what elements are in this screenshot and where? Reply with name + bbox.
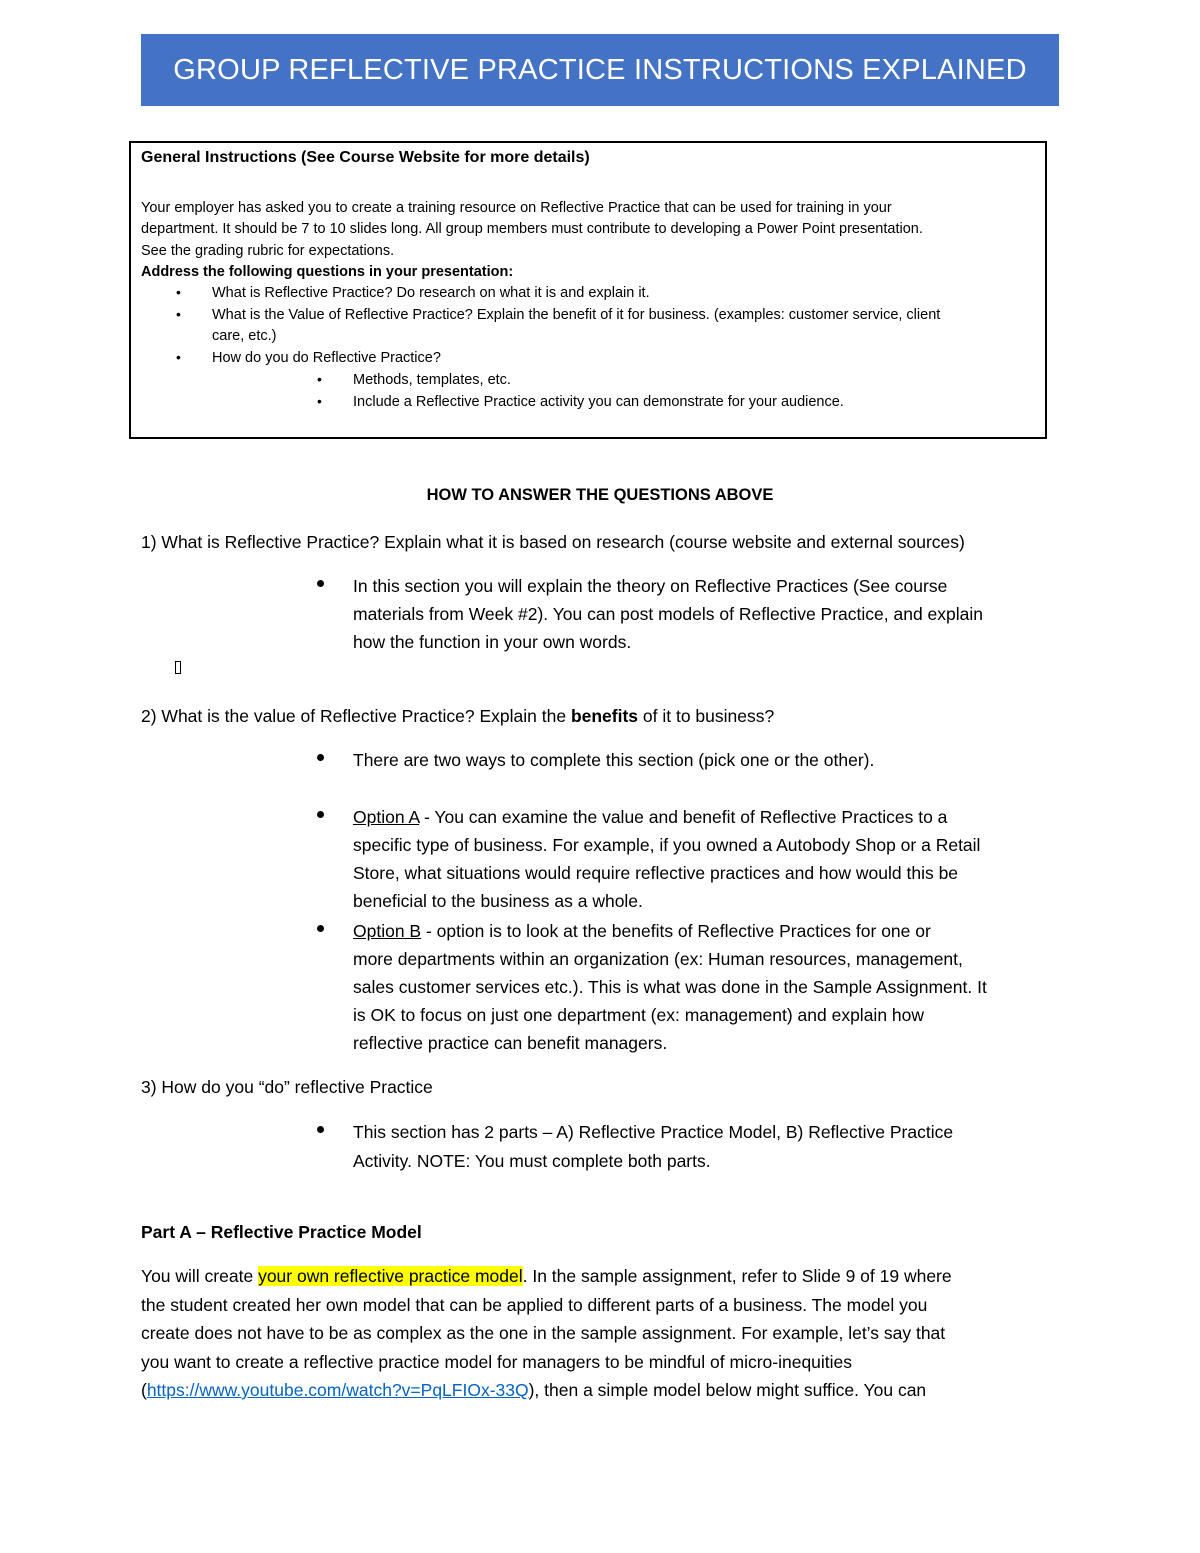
option-a-line-3: Store, what situations would require reflective practices and how would this be — [353, 863, 959, 883]
part-a-line-5 — [141, 1379, 926, 1401]
missing-glyph-icon — [175, 661, 181, 674]
part-a-line-4: you want to create a reflective practice model for managers to be mindful of micro-inequities — [141, 1352, 853, 1372]
page-title: GROUP REFLECTIVE PRACTICE INSTRUCTIONS EXPLAINED — [173, 53, 1027, 86]
general-paragraph-line-1: Your employer has asked you to create a training resource on Reflective Practice that can be used for training in your — [141, 200, 892, 216]
option-a-line-1 — [353, 806, 947, 828]
question-1: 1) What is Reflective Practice? Explain what it is based on research (course website and external sources) — [141, 532, 965, 552]
q1-bullet-line-1: In this section you will explain the theory on Reflective Practices (See course — [353, 576, 948, 596]
address-questions-heading: Address the following questions in your presentation: — [141, 264, 514, 280]
option-b-line-2: more departments within an organization (ex: Human resources, management, — [353, 949, 963, 969]
general-paragraph-line-2: department. It should be 7 to 10 slides long. All group members must contribute to developing a Power Point presentation. — [141, 221, 923, 237]
bullet-dot — [317, 811, 324, 818]
part-a-text-end: . In the sample assignment, refer to Slide 9 of 19 where — [522, 1266, 952, 1286]
q1-bullet-line-3: how the function in your own words. — [353, 632, 632, 652]
title-banner — [141, 34, 1059, 106]
instruction-bullet-2-line-1: What is the Value of Reflective Practice? Explain the benefit of it for business. (examples: customer service, client — [212, 307, 941, 323]
question-2-bold: benefits — [570, 706, 639, 726]
bullet-dot — [317, 925, 324, 932]
instruction-sub-bullet-2: Include a Reflective Practice activity you can demonstrate for your audience. — [353, 394, 844, 410]
paren-open: ( — [141, 1380, 147, 1400]
part-a-line-2: the student created her own model that can be applied to different parts of a business. The model you — [141, 1295, 928, 1315]
bullet-dot — [317, 1126, 324, 1133]
highlighted-text: your own reflective practice model — [258, 1266, 523, 1286]
option-b-line-3: sales customer services etc.). This is what was done in the Sample Assignment. It — [353, 977, 987, 997]
option-a-label: Option A — [353, 807, 420, 827]
option-a-text: - You can examine the value and benefit of Reflective Practices to a — [419, 807, 948, 827]
option-b-line-1 — [353, 920, 931, 942]
q2-bullet-1: There are two ways to complete this section (pick one or the other). — [353, 750, 875, 770]
option-a-line-2: specific type of business. For example, if you owned a Autobody Shop or a Retail — [353, 835, 981, 855]
part-a-line-3: create does not have to be as complex as the one in the sample assignment. For example, let’s say that — [141, 1323, 946, 1343]
part-a-text-end: ), then a simple model below might suffice. You can — [528, 1380, 927, 1400]
option-b-line-5: reflective practice can benefit managers. — [353, 1033, 668, 1053]
q3-bullet-line-1: This section has 2 parts – A) Reflective Practice Model, B) Reflective Practice — [353, 1122, 954, 1142]
bullet-marker: • — [176, 349, 181, 365]
how-to-answer-heading: HOW TO ANSWER THE QUESTIONS ABOVE — [426, 486, 774, 504]
part-a-line-1 — [141, 1265, 952, 1287]
part-a-text: You will create — [141, 1266, 259, 1286]
instruction-sub-bullet-1: Methods, templates, etc. — [353, 372, 511, 388]
instruction-bullet-2-line-2: care, etc.) — [212, 328, 277, 344]
part-a-heading: Part A – Reflective Practice Model — [141, 1222, 422, 1242]
sub-bullet-marker: • — [317, 371, 322, 387]
general-instructions-box — [129, 141, 1047, 439]
question-2-text: 2) What is the value of Reflective Practice? Explain the — [141, 706, 571, 726]
general-paragraph-line-3: See the grading rubric for expectations. — [141, 243, 395, 259]
bullet-dot — [317, 754, 324, 761]
bullet-marker: • — [176, 284, 181, 300]
question-2 — [141, 705, 774, 727]
instruction-bullet-3: How do you do Reflective Practice? — [212, 350, 441, 366]
option-b-text: - option is to look at the benefits of Reflective Practices for one or — [421, 921, 931, 941]
general-instructions-heading: General Instructions (See Course Website for more details) — [141, 149, 590, 166]
q3-bullet-line-2: Activity. NOTE: You must complete both parts. — [353, 1151, 711, 1171]
option-a-line-4: beneficial to the business as a whole. — [353, 891, 643, 911]
option-b-line-4: is OK to focus on just one department (ex: management) and explain how — [353, 1005, 925, 1025]
option-b-label: Option B — [353, 921, 422, 941]
youtube-link[interactable]: https://www.youtube.com/watch?v=PqLFIOx-33Q — [146, 1380, 529, 1400]
sub-bullet-marker: • — [317, 393, 322, 409]
bullet-dot — [317, 580, 324, 587]
question-2-text-end: of it to business? — [638, 706, 775, 726]
instruction-bullet-1: What is Reflective Practice? Do research on what it is and explain it. — [212, 285, 650, 301]
bullet-marker: • — [176, 306, 181, 322]
question-3: 3) How do you “do” reflective Practice — [141, 1077, 433, 1097]
q1-bullet-line-2: materials from Week #2). You can post models of Reflective Practice, and explain — [353, 604, 983, 624]
